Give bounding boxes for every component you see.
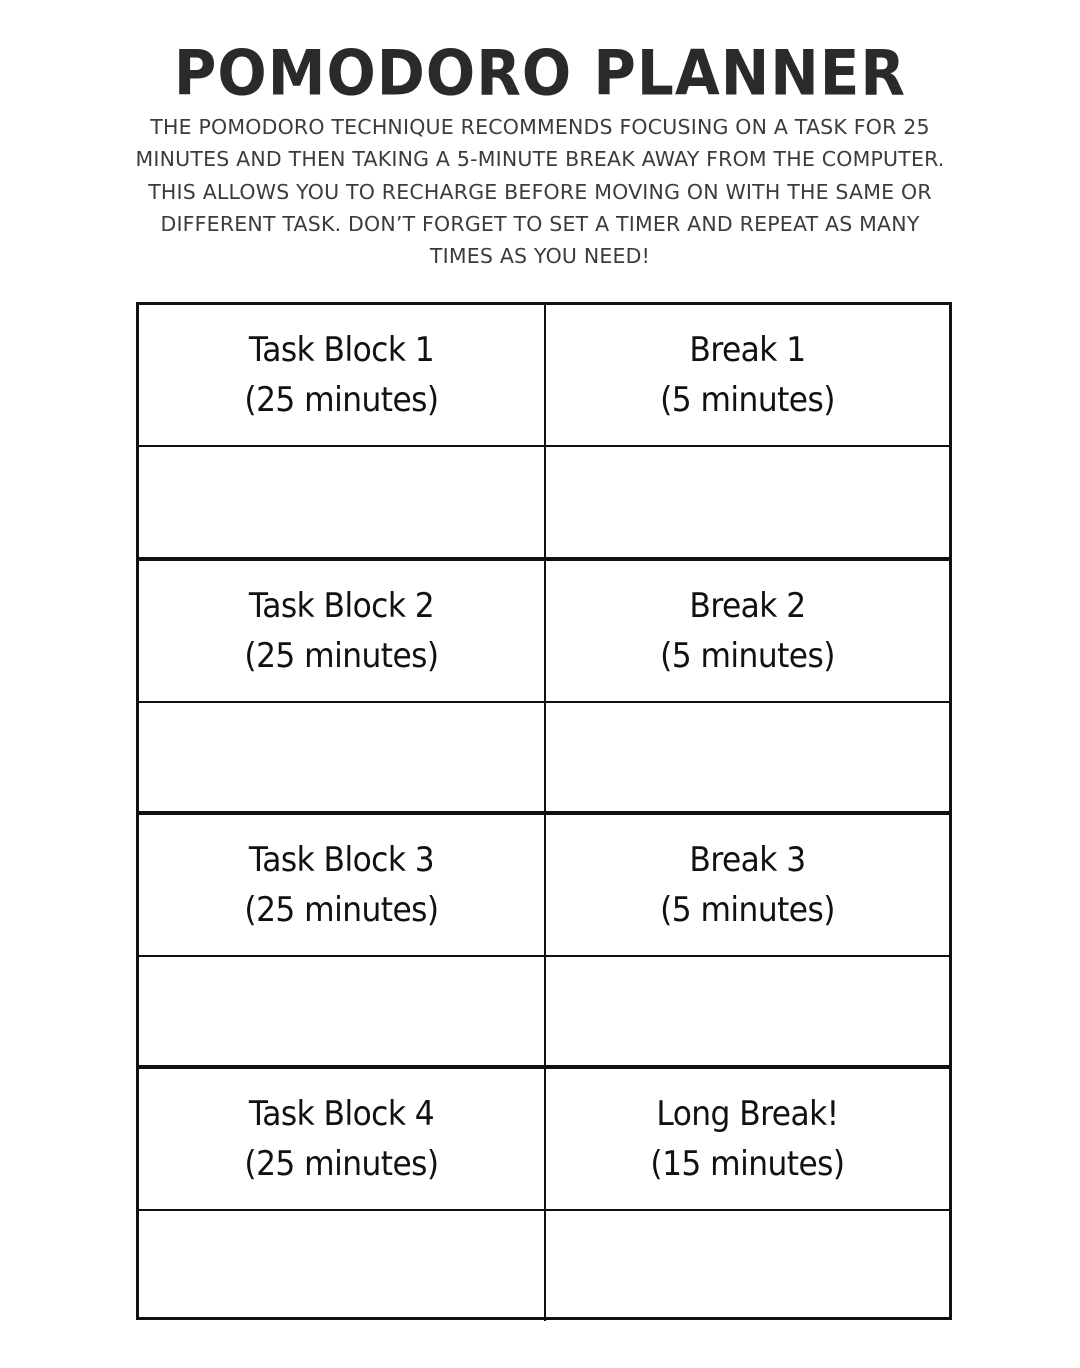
break-1-label: Break 1 (689, 330, 806, 370)
break-3-notes-cell[interactable] (544, 957, 949, 1067)
task-block-2-duration: (25 minutes) (244, 636, 439, 676)
break-2-notes-cell[interactable] (544, 703, 949, 813)
planner-block-3 (139, 811, 949, 1069)
break-3-label: Break 3 (689, 840, 806, 880)
task-block-4-label: Task Block 4 (248, 1094, 435, 1134)
task-block-1-duration: (25 minutes) (244, 380, 439, 420)
long-break-header (544, 1069, 949, 1211)
break-1-notes-cell[interactable] (544, 447, 949, 557)
intro-line: DIFFERENT TASK. DON’T FORGET TO SET A TIMER AND REPEAT AS MANY (160, 211, 920, 236)
long-break-label: Long Break! (656, 1094, 839, 1134)
pomodoro-planner-grid (136, 302, 952, 1320)
break-3-header (544, 815, 949, 957)
planner-block-2 (139, 557, 949, 815)
intro-line: TIMES AS YOU NEED! (429, 244, 651, 269)
break-2-header (544, 561, 949, 703)
task-block-2-label: Task Block 2 (248, 586, 435, 626)
task-block-1-notes-cell[interactable] (139, 447, 544, 557)
task-block-2-header (139, 561, 544, 703)
task-block-4-header (139, 1069, 544, 1211)
planner-block-4 (139, 1065, 949, 1323)
long-break-duration: (15 minutes) (650, 1144, 845, 1184)
page-title: POMODORO PLANNER (173, 36, 907, 110)
long-break-notes-cell[interactable] (544, 1211, 949, 1321)
task-block-3-header (139, 815, 544, 957)
task-block-1-label: Task Block 1 (248, 330, 435, 370)
break-2-duration: (5 minutes) (660, 636, 835, 676)
task-block-1-header (139, 305, 544, 447)
intro-line: THIS ALLOWS YOU TO RECHARGE BEFORE MOVING ON WITH THE SAME OR (148, 179, 932, 204)
task-block-2-notes-cell[interactable] (139, 703, 544, 813)
intro-line: THE POMODORO TECHNIQUE RECOMMENDS FOCUSING ON A TASK FOR 25 (150, 115, 930, 139)
intro-line: MINUTES AND THEN TAKING A 5-MINUTE BREAK AWAY FROM THE COMPUTER. (135, 147, 945, 172)
planner-block-1 (139, 305, 949, 559)
intro-text (70, 111, 1010, 272)
task-block-3-label: Task Block 3 (248, 840, 435, 880)
task-block-3-duration: (25 minutes) (244, 890, 439, 930)
break-1-duration: (5 minutes) (660, 380, 835, 420)
task-block-4-notes-cell[interactable] (139, 1211, 544, 1321)
task-block-3-notes-cell[interactable] (139, 957, 544, 1067)
break-3-duration: (5 minutes) (660, 890, 835, 930)
task-block-4-duration: (25 minutes) (244, 1144, 439, 1184)
break-2-label: Break 2 (689, 586, 806, 626)
break-1-header (544, 305, 949, 447)
